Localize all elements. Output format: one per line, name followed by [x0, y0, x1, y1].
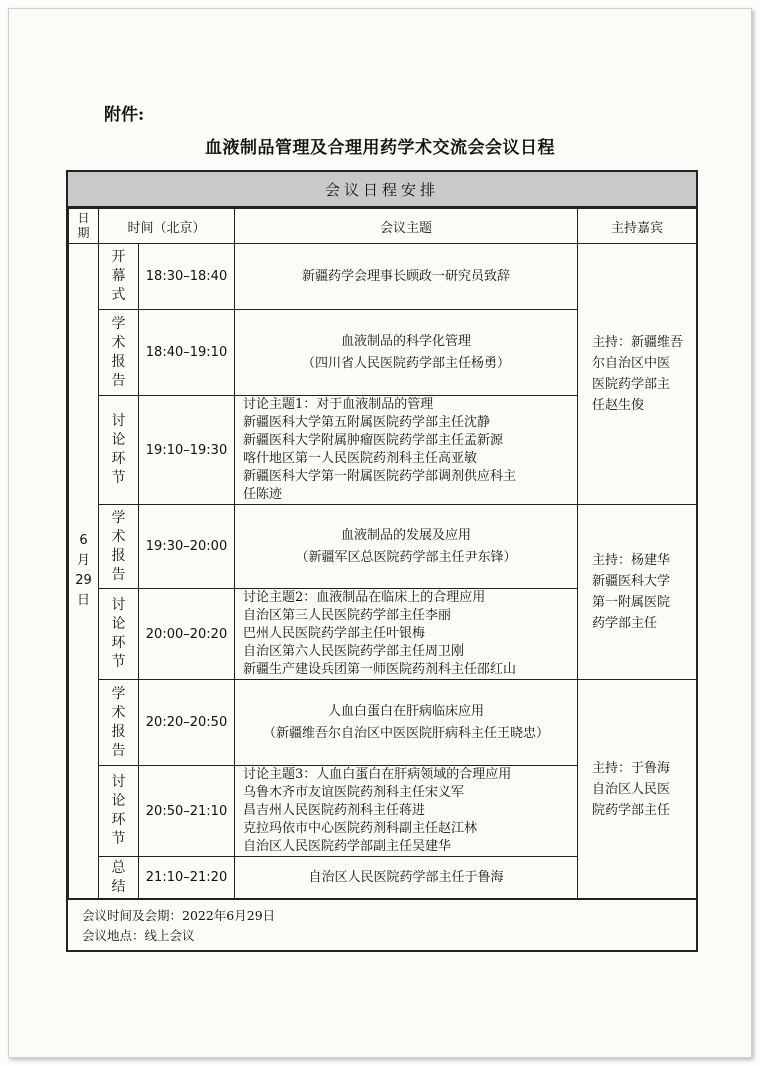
topic-line: 新疆药学会理事长顾政一研究员致辞 [302, 268, 511, 284]
session-time: 19:10–19:30 [139, 396, 235, 505]
date-header [69, 209, 99, 244]
host-line: 第一附属医院 [592, 595, 671, 610]
session-topic [235, 589, 578, 680]
date-part: 月 [76, 553, 90, 568]
date-cell [69, 244, 99, 899]
session-type-label: 讨论环节 [111, 597, 126, 670]
host-line: 主持：新疆维吾 [592, 335, 684, 350]
topic-line: 讨论主题1：对于血液制品的管理 [243, 397, 434, 412]
time-header: 时间（北京） [99, 209, 235, 244]
session-type-label: 开幕式 [111, 249, 126, 303]
topic-line: 昌吉州人民医院药剂科主任蒋进 [243, 803, 426, 818]
schedule-table [66, 170, 698, 952]
session-time: 21:10–21:20 [139, 857, 235, 899]
session-type [99, 680, 139, 766]
host-cell [578, 680, 697, 899]
session-topic [235, 310, 578, 396]
session-type [99, 244, 139, 310]
topic-line: 自治区人民医院药学部副主任吴建华 [243, 839, 452, 854]
session-time: 20:20–20:50 [139, 680, 235, 766]
session-topic [235, 244, 578, 310]
date-part: 日 [76, 593, 90, 608]
topic-line: 自治区人民医院药学部主任于鲁海 [308, 869, 504, 885]
meeting-date-line: 会议时间及会期：2022年6月29日 [82, 908, 276, 923]
session-type [99, 766, 139, 857]
date-part: 29 [75, 573, 92, 588]
date-part: 6 [79, 533, 88, 548]
session-topic [235, 857, 578, 899]
attachment-label: 附件: [104, 105, 145, 125]
session-type [99, 505, 139, 589]
topic-line: 新疆医科大学第一附属医院药学部调剂供应科主 [243, 469, 517, 484]
session-type-label: 讨论环节 [111, 774, 126, 847]
topic-line: 巴州人民医院药学部主任叶银梅 [243, 626, 426, 641]
host-line: 主持：杨建华 [592, 553, 671, 568]
session-type-label: 学术报告 [111, 509, 126, 583]
topic-line: 自治区第三人民医院药学部主任李丽 [243, 608, 452, 623]
topic-header: 会议主题 [235, 209, 578, 244]
topic-line: （新疆军区总医院药学部主任尹东锋） [295, 549, 517, 565]
session-topic [235, 680, 578, 766]
host-cell [578, 244, 697, 505]
meeting-place-line: 会议地点：线上会议 [82, 928, 195, 943]
host-header: 主持嘉宾 [578, 209, 697, 244]
host-line: 药学部主任 [592, 616, 658, 631]
topic-line: 克拉玛依市中心医院药剂科副主任赵江林 [243, 821, 478, 836]
schedule-footer [68, 899, 696, 950]
session-topic [235, 396, 578, 505]
session-time: 19:30–20:00 [139, 505, 235, 589]
session-row [69, 244, 697, 310]
session-type-label: 学术报告 [111, 315, 126, 389]
topic-line: 自治区第六人民医院药学部主任周卫刚 [243, 644, 465, 659]
host-line: 医院药学部主 [592, 377, 671, 392]
topic-line: （四川省人民医院药学部主任杨勇） [302, 355, 511, 371]
session-type [99, 310, 139, 396]
session-time: 20:50–21:10 [139, 766, 235, 857]
topic-line: 新疆医科大学第五附属医院药学部主任沈静 [243, 415, 491, 430]
session-topic [235, 766, 578, 857]
session-time: 18:30–18:40 [139, 244, 235, 310]
host-line: 任赵生俊 [592, 398, 645, 413]
topic-line: 讨论主题2：血液制品在临床上的合理应用 [243, 590, 486, 605]
host-line: 院药学部主任 [592, 802, 671, 818]
host-line: 新疆医科大学 [592, 574, 671, 589]
topic-line: 新疆生产建设兵团第一师医院药剂科主任邵红山 [243, 662, 517, 677]
host-line: 主持：于鲁海 [592, 760, 671, 776]
session-type-label: 讨论环节 [111, 413, 126, 486]
topic-line: 任陈迹 [243, 487, 283, 502]
session-topic [235, 505, 578, 589]
topic-line: 人血白蛋白在肝病临床应用 [328, 703, 485, 719]
session-type-label: 总结 [111, 859, 126, 895]
topic-line: 血液制品的科学化管理 [341, 333, 472, 349]
document-title: 血液制品管理及合理用药学术交流会会议日程 [205, 138, 555, 158]
topic-line: 血液制品的发展及应用 [341, 527, 472, 543]
session-time: 20:00–20:20 [139, 589, 235, 680]
topic-line: 喀什地区第一人民医院药剂科主任高亚敏 [243, 451, 478, 466]
schedule-banner: 会议日程安排 [68, 172, 696, 208]
session-time: 18:40–19:10 [139, 310, 235, 396]
topic-line: 新疆医科大学附属肿瘤医院药学部主任孟新源 [243, 433, 504, 448]
header-row [69, 209, 697, 244]
date-header-label: 日期 [77, 211, 90, 240]
session-type [99, 857, 139, 899]
topic-line: 讨论主题3：人血白蛋白在肝病领域的合理应用 [243, 767, 512, 782]
host-line: 尔自治区中医 [592, 356, 671, 371]
session-type [99, 589, 139, 680]
topic-line: 乌鲁木齐市友谊医院药剂科主任宋义军 [243, 785, 465, 800]
host-line: 自治区人民医 [592, 781, 671, 797]
session-row [69, 505, 697, 589]
host-cell [578, 505, 697, 680]
session-type [99, 396, 139, 505]
session-type-label: 学术报告 [111, 685, 126, 759]
session-row [69, 680, 697, 766]
topic-line: （新疆维吾尔自治区中医医院肝病科主任王晓忠） [263, 725, 550, 741]
